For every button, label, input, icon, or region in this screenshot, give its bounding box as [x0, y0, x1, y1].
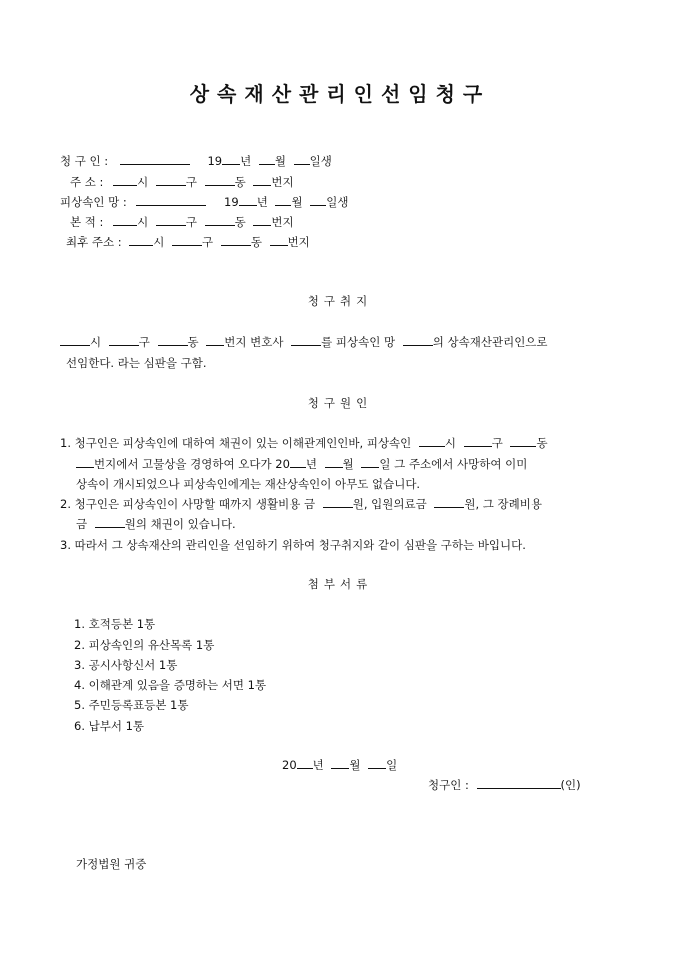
deceased-name-ref-blank[interactable] [403, 334, 433, 346]
filing-day-blank[interactable] [368, 757, 386, 769]
attachment-item: 3. 공시사항신서 1통 [74, 658, 178, 672]
cause-dong-blank[interactable] [510, 435, 536, 447]
attachment-item: 4. 이해관계 있음을 증명하는 서면 1통 [74, 678, 267, 692]
claimant-name-blank[interactable] [120, 153, 190, 165]
cause-si-blank[interactable] [419, 435, 445, 447]
purpose-heading: 청구취지 [307, 294, 373, 308]
funeral-expense-blank[interactable] [95, 516, 125, 528]
address-gu-blank[interactable] [156, 174, 186, 186]
medical-expense-blank[interactable] [434, 496, 464, 508]
deceased-month-blank[interactable] [275, 194, 291, 206]
filing-date: 20 년 월 일 [282, 758, 398, 772]
claimant-month-blank[interactable] [259, 153, 275, 165]
last-address-dong-blank[interactable] [221, 234, 251, 246]
deceased-line: 피상속인 망 : 19 년 월 일생 [60, 195, 349, 209]
cause-gu-blank[interactable] [464, 435, 492, 447]
last-address-label: 최후 주소 : [66, 235, 122, 249]
claimant-year-blank[interactable] [222, 153, 240, 165]
cause-item-1-line-2: 번지에서 고물상을 경영하여 오다가 20 년 월 일 그 주소에서 사망하여 이미 [76, 456, 527, 472]
last-address-line: 최후 주소 : 시 구 동 번지 [66, 235, 310, 249]
last-address-gu-blank[interactable] [172, 234, 202, 246]
address-si-blank[interactable] [113, 174, 137, 186]
last-address-si-blank[interactable] [129, 234, 153, 246]
purpose-gu-blank[interactable] [109, 334, 139, 346]
seal-mark: (인) [560, 778, 581, 792]
cause-beonji-blank[interactable] [76, 456, 94, 468]
purpose-beonji-blank[interactable] [206, 334, 224, 346]
living-expense-blank[interactable] [323, 496, 353, 508]
domicile-gu-blank[interactable] [156, 214, 186, 226]
purpose-line-2: 선임한다. 라는 심판을 구함. [66, 356, 207, 370]
claimant-line: 청 구 인 : 19 년 월 일생 [60, 154, 332, 168]
address-line: 주 소 : 시 구 동 번지 [70, 175, 294, 189]
lawyer-name-blank[interactable] [291, 334, 321, 346]
deceased-name-blank[interactable] [136, 194, 206, 206]
signer-label: 청구인 : [428, 778, 469, 792]
death-day-blank[interactable] [361, 456, 379, 468]
domicile-beonji-blank[interactable] [253, 214, 271, 226]
domicile-si-blank[interactable] [113, 214, 137, 226]
domicile-line: 본 적 : 시 구 동 번지 [70, 215, 294, 229]
deceased-year-blank[interactable] [239, 194, 257, 206]
attachment-item: 1. 호적등본 1통 [74, 617, 156, 631]
signature-line [428, 777, 581, 793]
address-beonji-blank[interactable] [253, 174, 271, 186]
address-dong-blank[interactable] [205, 174, 235, 186]
document-title: 상속재산관리인선임청구 [189, 82, 491, 106]
cause-item-2-line-2: 금 원의 채권이 있습니다. [76, 517, 236, 531]
death-year-blank[interactable] [290, 456, 306, 468]
cause-item-3: 3. 따라서 그 상속재산의 관리인을 선임하기 위하여 청구취지와 같이 심판을 구하는 바입니다. [60, 538, 526, 552]
filing-month-blank[interactable] [331, 757, 349, 769]
purpose-dong-blank[interactable] [158, 334, 188, 346]
last-address-beonji-blank[interactable] [270, 234, 288, 246]
cause-heading: 청구원인 [307, 396, 373, 410]
claimant-label: 청 구 인 : [60, 154, 109, 168]
death-month-blank[interactable] [325, 456, 343, 468]
cause-item-1-line-1: 1. 청구인은 피상속인에 대하여 채권이 있는 이해관계인인바, 피상속인 시 구 동 [60, 436, 548, 450]
court-addressee: 가정법원 귀중 [76, 857, 147, 871]
address-label: 주 소 : [70, 175, 104, 189]
claimant-day-blank[interactable] [294, 153, 310, 165]
deceased-day-blank[interactable] [310, 194, 326, 206]
attachment-item: 5. 주민등록표등본 1통 [74, 698, 189, 712]
attachment-item: 2. 피상속인의 유산목록 1통 [74, 638, 215, 652]
attachments-heading: 첨부서류 [307, 577, 373, 591]
purpose-si-blank[interactable] [60, 334, 90, 346]
filing-year-blank[interactable] [297, 757, 313, 769]
cause-item-1-line-3: 상속이 개시되었으나 피상속인에게는 재산상속인이 아무도 없습니다. [76, 477, 421, 491]
domicile-label: 본 적 : [70, 215, 104, 229]
purpose-line-1: 시 구 동 번지 변호사 를 피상속인 망 의 상속재산관리인으로 [60, 334, 548, 350]
attachment-item: 6. 납부서 1통 [74, 719, 145, 733]
domicile-dong-blank[interactable] [205, 214, 235, 226]
signer-name-blank[interactable] [477, 777, 561, 789]
cause-item-2-line-1: 2. 청구인은 피상속인이 사망할 때까지 생활비용 금 원, 입원의료금 원, 그 장례비용 [60, 497, 542, 511]
deceased-label: 피상속인 망 : [60, 195, 127, 209]
